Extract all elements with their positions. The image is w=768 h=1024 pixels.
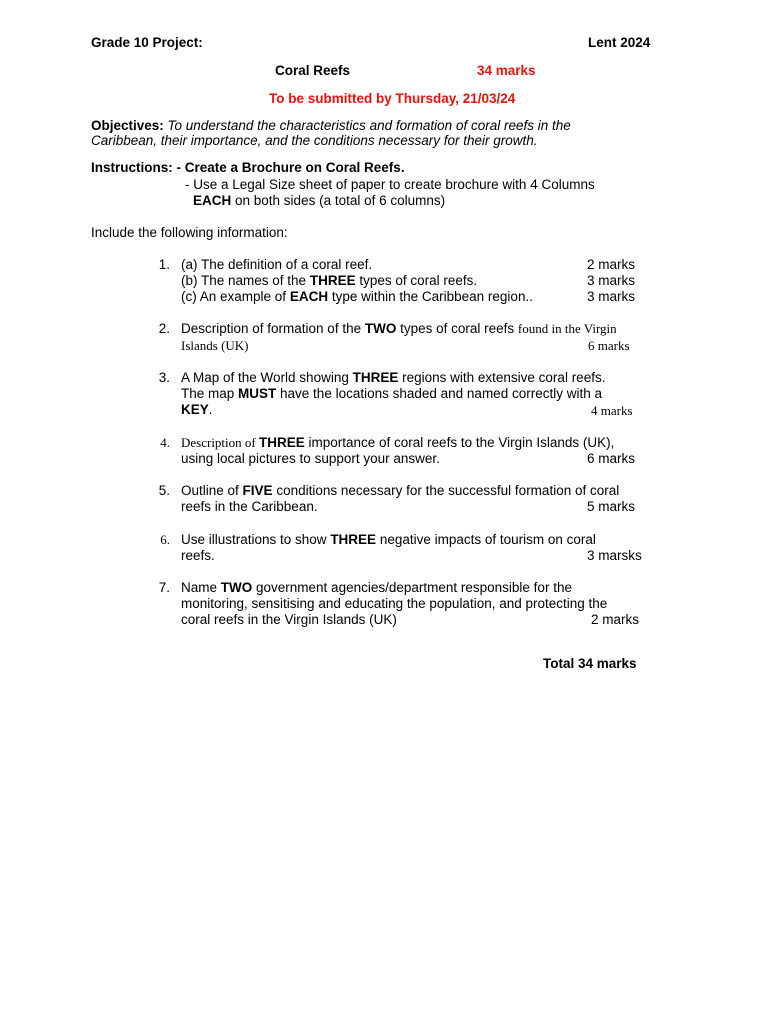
item-7-line-3: coral reefs in the Virgin Islands (UK) — [181, 612, 397, 627]
instructions-line-2: - Use a Legal Size sheet of paper to create brochure with 4 Columns — [185, 177, 595, 192]
item-1-number: 1. — [158, 257, 170, 272]
instructions-line-3: EACH on both sides (a total of 6 columns) — [193, 193, 446, 208]
item-5-marks: 5 marks — [587, 499, 636, 514]
item-5-line-1: Outline of FIVE conditions necessary for the successful formation of coral — [181, 483, 620, 498]
item-5-line-2: reefs in the Caribbean. — [181, 499, 318, 514]
item-3-marks: 4 marks — [591, 403, 633, 418]
total-marks: Total 34 marks — [543, 656, 637, 671]
submission-deadline: To be submitted by Thursday, 21/03/24 — [269, 91, 516, 106]
objectives-line-1: Objectives: To understand the characteristics and formation of coral reefs in the — [91, 118, 571, 133]
include-heading: Include the following information: — [91, 225, 288, 240]
item-3-line-2: The map MUST have the locations shaded and named correctly with a — [181, 386, 602, 401]
item-7-line-2: monitoring, sensitising and educating the population, and protecting the — [181, 596, 608, 611]
item-7-number: 7. — [158, 580, 170, 595]
item-4-marks: 6 marks — [587, 451, 636, 466]
objectives-line-2: Caribbean, their importance, and the conditions necessary for their growth. — [91, 133, 538, 148]
document-title: Coral Reefs — [275, 63, 351, 78]
item-7-marks: 2 marks — [591, 612, 640, 627]
item-2-marks: 6 marks — [588, 338, 630, 353]
item-7-line-1: Name TWO government agencies/department responsible for the — [181, 580, 572, 595]
item-3-line-1: A Map of the World showing THREE regions with extensive coral reefs. — [181, 370, 606, 385]
instructions-label: Instructions: - Create a Brochure on Coral Reefs. — [91, 160, 405, 175]
objectives-label: Objectives: — [91, 118, 164, 133]
item-1b-marks: 3 marks — [587, 273, 636, 288]
item-2-number: 2. — [158, 321, 170, 336]
item-1b-text: (b) The names of the THREE types of coral reefs. — [181, 273, 478, 288]
item-4-number: 4. — [160, 435, 170, 450]
item-6-number: 6. — [160, 532, 170, 547]
item-3-number: 3. — [158, 370, 170, 385]
item-4-line-1: Description of THREE importance of coral reefs to the Virgin Islands (UK), — [181, 435, 615, 450]
item-1a-marks: 2 marks — [587, 257, 636, 272]
term-label: Lent 2024 — [588, 35, 651, 50]
item-3-line-3: KEY. — [181, 402, 213, 417]
project-label: Grade 10 Project: — [91, 35, 203, 50]
item-1c-text: (c) An example of EACH type within the Caribbean region.. — [181, 289, 533, 304]
item-4-line-2: using local pictures to support your answer. — [181, 451, 440, 466]
item-6-marks: 3 marsks — [587, 548, 642, 563]
item-1c-marks: 3 marks — [587, 289, 636, 304]
total-marks-header: 34 marks — [477, 63, 536, 78]
item-6-line-2: reefs. — [181, 548, 215, 563]
item-6-line-1: Use illustrations to show THREE negative impacts of tourism on coral — [181, 532, 596, 547]
item-2-line-1: Description of formation of the TWO types of coral reefs found in the Virgin — [181, 321, 617, 336]
item-2-line-2: Islands (UK) — [181, 338, 249, 353]
item-5-number: 5. — [158, 483, 170, 498]
item-1a-text: (a) The definition of a coral reef. — [181, 257, 373, 272]
